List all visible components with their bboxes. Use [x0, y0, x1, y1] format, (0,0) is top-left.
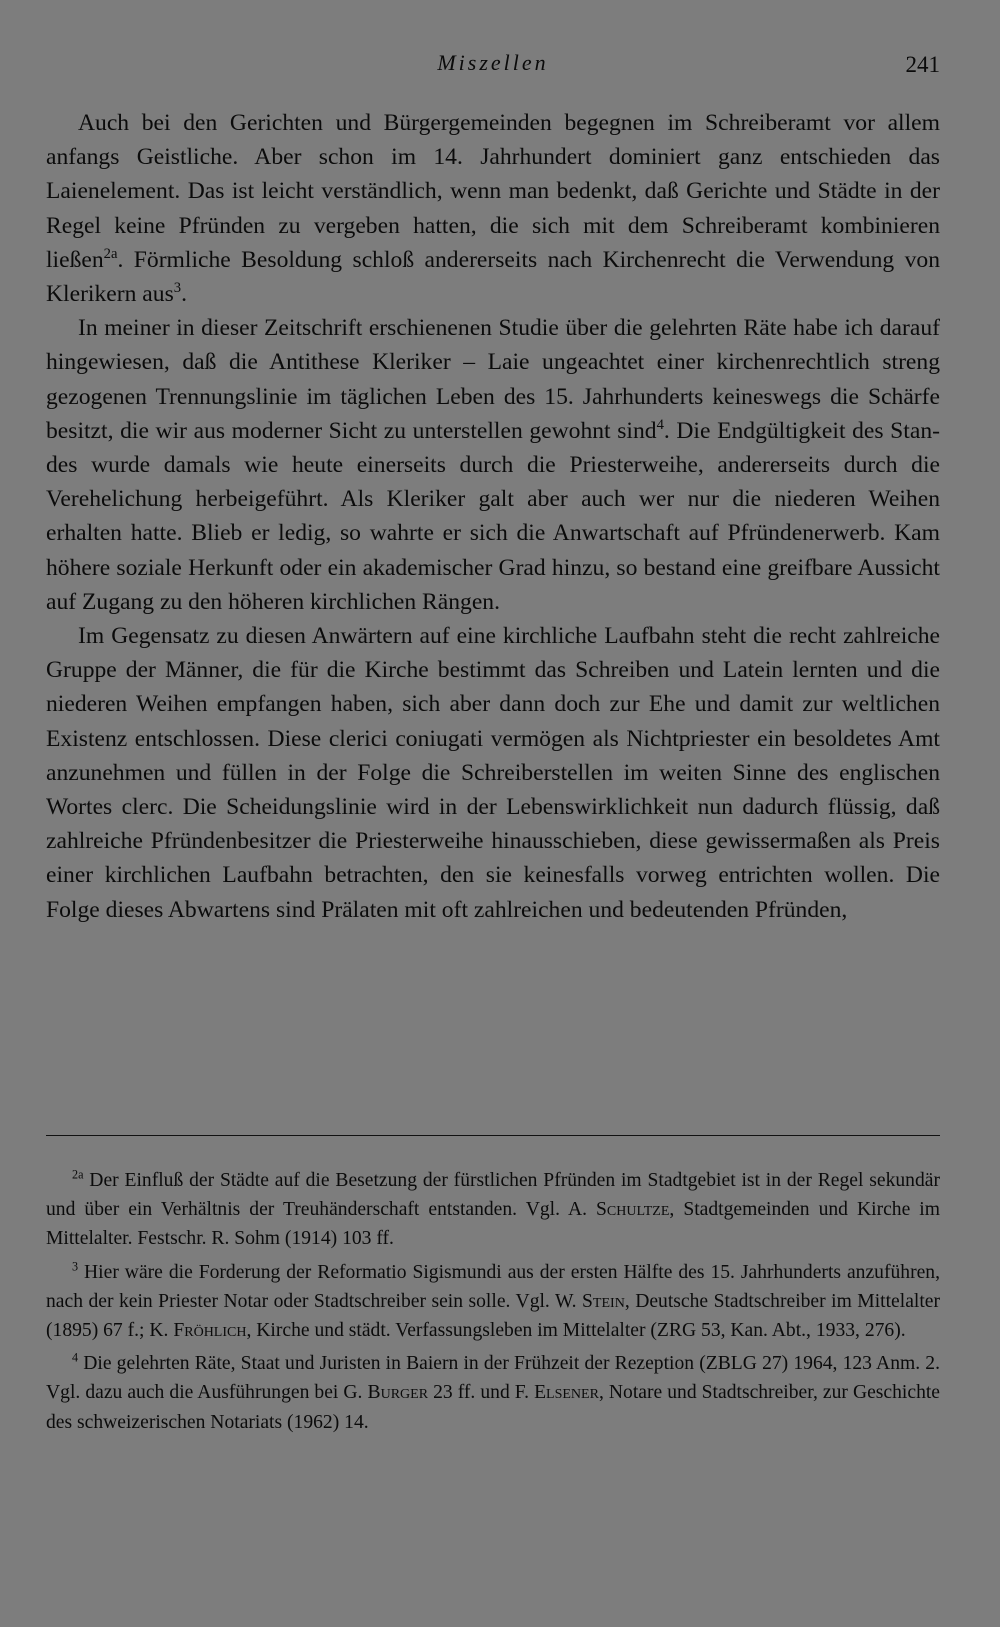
author-name: Stein [582, 1290, 625, 1312]
footnote-marker: 3 [72, 1259, 79, 1274]
text-run: Die gelehrten Räte, Staat und Juristen in Baiern in der Frühzeit der Rezeption (ZBLG 27) 1964, 123 Anm. 2. Vgl. dazu auch die Ausführungen bei G. [46, 1353, 940, 1404]
page-number: 241 [905, 52, 940, 77]
footnote-marker: 4 [72, 1350, 79, 1365]
text-run: , Stadtgemeinden und Kirche im Mittelalter. Festschr. R. Sohm (1914) 103 ff. [46, 1199, 940, 1250]
text-run: , Deutsche Stadtschreiber im Mittelalter (1895) 67 f.; K. [46, 1290, 941, 1342]
footnote-marker: 2a [103, 245, 118, 262]
body-paragraph [46, 106, 940, 311]
running-title: Miszellen [437, 50, 549, 75]
text-run: Hier wäre die Forderung der Reformatio Sigismundi aus der ersten Hälfte des 15. Jahrhunderts anzuführen, nach der kein Priester Notar oder Stadtschreiber sein solle. Vgl. W. [46, 1261, 940, 1312]
author-name: Burger [367, 1382, 429, 1404]
body-paragraph [46, 311, 940, 619]
author-name: Fröhlich [173, 1320, 247, 1342]
text-run: In meiner in dieser Zeitschrift erschienenen Studie über die gelehrten Räte habe ich darauf hingewiesen, daß die Antithese Kleriker – Laie ungeachtet einer kirchenrechtlich streng gezogenen Trennungslinie im täglichen Leben des 15. Jahrhunderts keineswegs die Schärfe besitzt, die wir aus moderner Sicht zu unterstellen gewohnt sind [46, 315, 940, 444]
text-run: . [181, 281, 187, 308]
text-run: Der Einfluß der Städte auf die Besetzung der fürstlichen Pfründen im Stadtgebiet ist in der Regel sekundär und über ein Verhältnis der Treuhänderschaft entstanden. Vgl. A. [46, 1170, 940, 1221]
author-name: Elsener [534, 1382, 599, 1404]
text-run: Im Gegensatz zu diesen Anwärtern auf eine kirchliche Laufbahn steht die recht zahlreiche Gruppe der Männer, die für die Kirche bestimmt das Schreiben und Latein lernten und die niederen Weihen empfangen haben, sich aber dann doch zur Ehe und damit zur weltlichen Existenz entschlossen. Diese clerici coniugati vermögen als Nichtpriester ein besoldetes Amt anzunehmen und füllen in der Folge die Schreiberstellen im weiten Sinne des englischen Wortes clerc. Die Scheidungslinie wird in der Lebenswirklichkeit nun dadurch flüssig, daß zahlreiche Pfründenbesitzer die Priesterweihe hinausschieben, diese gewissermaßen als Preis einer kirchlichen Laufbahn betrachten, den sie keinesfalls vorweg entrichten wollen. Die Folge dieses Abwartens sind Prälaten mit oft zahlreichen und bedeutenden Pfründen, [46, 623, 940, 923]
body-text [46, 106, 940, 927]
running-head [46, 50, 940, 84]
footnote-marker: 3 [173, 280, 182, 297]
footnote-marker: 2a [72, 1167, 84, 1182]
text-run: , Notare und Stadtschreiber, zur Geschichte des schweizerischen Notariats (1962) 14. [46, 1382, 941, 1433]
footnote [46, 1166, 940, 1254]
footnote-marker: 4 [656, 416, 664, 433]
footnote [46, 1258, 940, 1346]
text-run: . Förmliche Besoldung schloß andererseits nach Kirchenrecht die Verwendung von Klerikern aus [46, 246, 940, 308]
text-run: , Kirche und städt. Verfassungsleben im Mittelalter (ZRG 53, Kan. Abt., 1933, 276). [246, 1320, 906, 1342]
footnotes [46, 1166, 940, 1441]
body-paragraph [46, 619, 940, 927]
text-run: Auch bei den Gerichten und Bürgergemeinden begegnen im Schreiberamt vor allem anfangs Geistliche. Aber schon im 14. Jahrhundert dominiert ganz entschieden das Laienelement. Das ist leicht verständlich, wenn man bedenkt, daß Gerichte und Städte in der Regel keine Pfründen zu vergeben hatten, die sich mit dem Schreiberamt kombinieren ließen [46, 110, 940, 273]
text-run: 23 ff. und F. [428, 1382, 535, 1404]
text-run: . Die Endgültigkeit des Standes wurde damals wie heute einerseits durch die Priesterweihe, andererseits durch die Verehelichung herbeigeführt. Als Kleriker galt aber auch wer nur die niederen Weihen erhalten hatte. Blieb er ledig, so wahrte er sich die Anwartschaft auf Pfründenerwerb. Kam höhere soziale Herkunft oder ein akademischer Grad hinzu, so bestand eine greifbare Aussicht auf Zugang zu den höheren kirchlichen Rängen. [46, 417, 940, 615]
footnote-separator [46, 1135, 940, 1136]
author-name: Schultze [596, 1199, 670, 1221]
footnote [46, 1349, 940, 1437]
